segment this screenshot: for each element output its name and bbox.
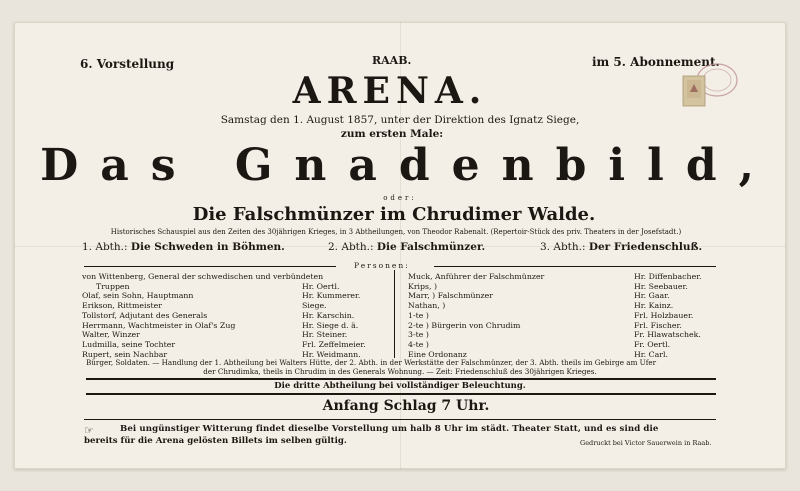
oder-line: oder: (383, 194, 417, 202)
weather-line-1: Bei ungünstiger Witterung findet dieselbe Vorstellung um halb 8 Uhr im städt. Theater Statt, und es sind die (120, 424, 659, 434)
start-time: Anfang Schlag 7 Uhr. (322, 398, 490, 414)
actor-name: Hr. Kainz. (634, 301, 674, 311)
cast-row (82, 272, 384, 282)
actor-name: Hr. Diffenbacher. (634, 272, 702, 281)
actor-name: Hr. Karschin. (302, 310, 355, 320)
role-name: Rupert, sein Nachbar (82, 349, 168, 359)
actor-name: Hr. Oertl. (302, 281, 340, 291)
actor-name: Hr. Carl. (634, 349, 668, 359)
role-name: 1-te ) (408, 310, 429, 320)
role-name: Herrmann, Wachtmeister in Olaf's Zug (82, 320, 236, 330)
role-name: Olaf, sein Sohn, Hauptmann (82, 291, 194, 301)
actor-name: Hr. Kummerer. (302, 291, 361, 301)
performance-number: 6. Vorstellung (80, 57, 175, 71)
playbill-sheet (14, 22, 786, 469)
act-2-name: Die Falschmünzer. (376, 241, 486, 253)
pointing-hand-icon: ☞ (84, 424, 94, 437)
act-1 (82, 241, 285, 253)
act-3-label: 3. Abth.: (540, 241, 586, 253)
personen-rule-right (434, 266, 716, 267)
role-name: 2-te ) Bürgerin von Chrudim (408, 320, 521, 330)
cast-row (408, 340, 714, 350)
act-2-label: 2. Abth.: (328, 241, 374, 253)
actor-name: Hr. Weidmann. (302, 349, 361, 359)
role-name: Krips, ) (408, 281, 438, 291)
actor-name: Hr. Gaar. (634, 291, 670, 301)
city-name: RAAB. (372, 54, 412, 67)
cast-row (82, 330, 384, 340)
role-name: Erikson, Rittmeister (82, 301, 162, 311)
illumination-rule-top (86, 378, 716, 380)
play-description: Historisches Schauspiel aus den Zeiten des 30jährigen Krieges, in 3 Abtheilungen, von Theodor Rabenalt. (Repertoir-Stück des priv. Theaters in der Josefstadt.) (110, 228, 682, 236)
cast-list-left (82, 272, 384, 359)
actor-name: Frl. Zeffelmeier. (302, 339, 366, 349)
cast-row (408, 311, 714, 321)
role-name: Muck, Anführer der Falschmünzer (408, 272, 545, 281)
actor-name: Hr. Siege d. ä. (302, 320, 359, 330)
role-name: Marr, ) Falschmünzer (408, 291, 494, 301)
cast-row (408, 330, 714, 340)
act-3-name: Der Friedenschluß. (588, 241, 703, 253)
cast-row (408, 291, 714, 301)
illumination-note: Die dritte Abtheilung bei vollständiger Beleuchtung. (274, 381, 526, 391)
role-name: Nathan, ) (408, 301, 446, 311)
cast-row (82, 321, 384, 331)
role-name: Ludmilla, seine Tochter (82, 339, 176, 349)
cast-row (82, 291, 384, 301)
actor-name: Frl. Fischer. (634, 320, 682, 330)
cast-divider (394, 270, 395, 358)
weather-line-2: bereits für die Arena gelösten Billets im selben gültig. (84, 436, 347, 446)
weather-rule (84, 419, 716, 420)
synopsis-line-2: der Chrudimka, theils in Chrudim in des Generals Wohnung. — Zeit: Friedenschluß des 30jährigen Krieges. (203, 367, 597, 376)
actor-name: Hr. Seebauer. (634, 281, 688, 291)
printer-credit: Gedruckt bei Victor Sauerwein in Raab. (580, 439, 712, 447)
actor-name: Fr. Oertl. (634, 339, 671, 349)
act-2 (328, 241, 485, 253)
cast-list-right (408, 272, 714, 359)
role-name: Tollstorf, Adjutant des Generals (82, 310, 208, 320)
cast-row (82, 311, 384, 321)
cast-row (408, 321, 714, 331)
role-name: 3-te ) (408, 330, 429, 340)
synopsis-line-1: Bürger, Soldaten. — Handlung der 1. Abtheilung bei Walters Hütte, der 2. Abth. in der Werkstätte der Falschmünzer, der 3. Abth. theils im Gebirge am Ufer (86, 358, 657, 367)
actor-name: Frl. Holzbauer. (634, 310, 694, 320)
play-title: Das Gnadenbild, (40, 140, 776, 191)
cast-row (82, 301, 384, 311)
venue-title: ARENA. (292, 70, 488, 112)
actor-name: Siege. (302, 301, 327, 311)
role-name: Truppen (96, 281, 130, 291)
cast-row (82, 282, 384, 292)
role-name: 4-te ) (408, 339, 429, 349)
act-1-name: Die Schweden in Böhmen. (130, 241, 285, 253)
role-name: Walter, Winzer (82, 330, 140, 340)
subscription-number: im 5. Abonnement. (592, 55, 720, 69)
seal-stamp (679, 58, 739, 110)
play-subtitle: Die Falschmünzer im Chrudimer Walde. (192, 204, 596, 225)
personen-label: Personen: (354, 261, 410, 270)
illumination-rule-bottom (86, 393, 716, 395)
first-time-line: zum ersten Male: (340, 128, 444, 140)
cast-row (408, 282, 714, 292)
cast-row (82, 340, 384, 350)
date-line: Samstag den 1. August 1857, unter der Direktion des Ignatz Siege, (220, 114, 580, 126)
actor-name: Hr. Steiner. (302, 330, 348, 340)
act-3 (540, 241, 702, 253)
personen-rule-left (84, 266, 336, 267)
role-name: von Wittenberg, General der schwedischen und verbündeten (82, 272, 324, 281)
cast-row (408, 301, 714, 311)
role-name: Eine Ordonanz (408, 349, 467, 359)
act-1-label: 1. Abth.: (82, 241, 128, 253)
actor-name: Fr. Hlawatschek. (634, 330, 701, 340)
cast-row (408, 272, 714, 282)
